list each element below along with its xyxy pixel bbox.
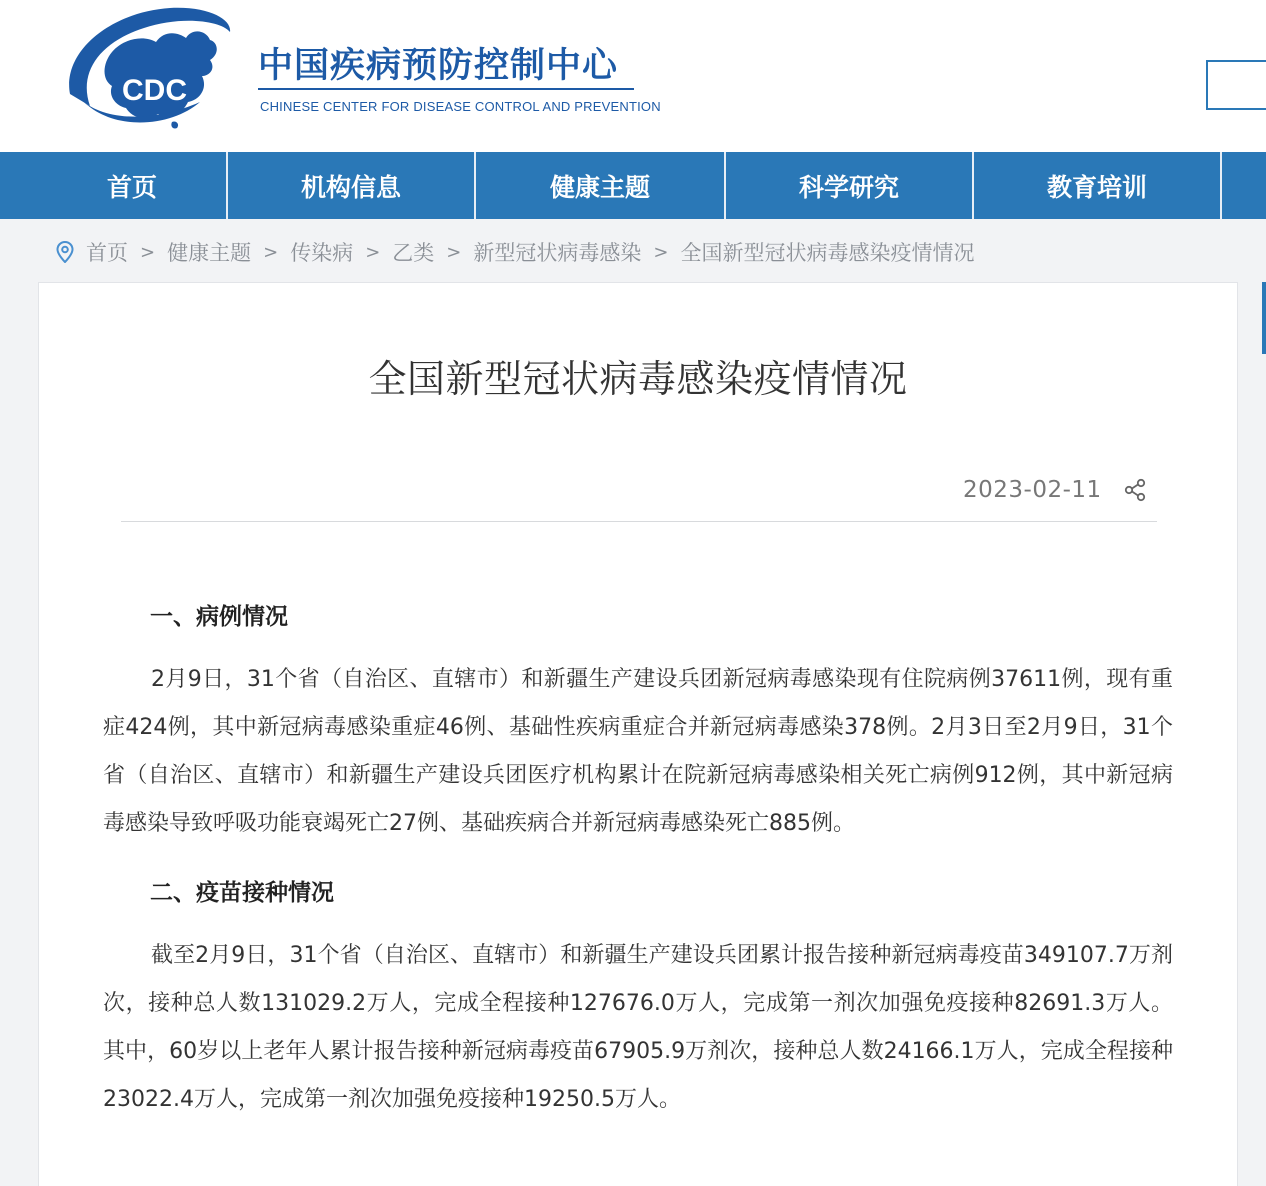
nav-item-label: 健康主题 <box>549 172 650 202</box>
section-paragraph-cases: 2月9日，31个省（自治区、直辖市）和新疆生产建设兵团新冠病毒感染现有住院病例37611例，现有重症424例，其中新冠病毒感染重症46例、基础性疾病重症合并新冠病毒感染378例。2月3日至2月9日，31个省（自治区、直辖市）和新疆生产建设兵团医疗机构累计在院新冠病毒感染相关死亡病例912例，其中新冠病毒感染导致呼吸功能衰竭死亡27例、基础疾病合并新冠病毒感染死亡885例。 <box>103 667 1173 836</box>
nav-item-label: 首页 <box>106 172 157 202</box>
org-name-cn: 中国疾病预防控制中心 <box>258 46 619 86</box>
section-heading-cases: 一、病例情况 <box>150 604 288 630</box>
breadcrumb-separator: > <box>140 241 156 263</box>
logo-mark-text: CDC <box>122 74 187 107</box>
breadcrumb <box>56 234 974 270</box>
breadcrumb-infectious-diseases[interactable]: 传染病 <box>290 241 354 265</box>
nav-item-label: 科学研究 <box>798 172 899 202</box>
section-heading-vaccination: 二、疫苗接种情况 <box>150 880 334 906</box>
breadcrumb-separator: > <box>653 241 669 263</box>
breadcrumb-covid[interactable]: 新型冠状病毒感染 <box>473 241 642 265</box>
share-icon[interactable] <box>1124 478 1146 502</box>
site-header <box>0 0 1266 152</box>
breadcrumb-separator: > <box>446 241 462 263</box>
nav-divider <box>1220 152 1222 219</box>
nav-item-label: 教育培训 <box>1046 172 1147 202</box>
breadcrumb-health-topics[interactable]: 健康主题 <box>167 241 252 265</box>
publish-date: 2023-02-11 <box>963 477 1102 503</box>
search-input[interactable] <box>1206 60 1266 110</box>
nav-item-health-topics[interactable] <box>476 152 724 219</box>
nav-item-organization[interactable] <box>228 152 474 219</box>
location-pin-icon <box>56 241 74 263</box>
main-nav <box>0 152 1266 219</box>
org-name-en: CHINESE CENTER FOR DISEASE CONTROL AND PREVENTION <box>260 99 661 114</box>
nav-item-research[interactable] <box>726 152 972 219</box>
article-meta <box>963 472 1146 508</box>
breadcrumb-home[interactable]: 首页 <box>86 241 128 265</box>
breadcrumb-class-b[interactable]: 乙类 <box>392 241 435 265</box>
nav-item-label: 机构信息 <box>300 172 401 202</box>
article-title: 全国新型冠状病毒感染疫情情况 <box>368 357 908 401</box>
breadcrumb-current: 全国新型冠状病毒感染疫情情况 <box>680 241 975 265</box>
cdc-logo-icon[interactable] <box>60 2 236 144</box>
section-paragraph-vaccination: 截至2月9日，31个省（自治区、直辖市）和新疆生产建设兵团累计报告接种新冠病毒疫苗349107.7万剂次，接种总人数131029.2万人，完成全程接种127676.0万人，完成第一剂次加强免疫接种82691.3万人。其中，60岁以上老年人累计报告接种新冠病毒疫苗67905.9万剂次，接种总人数24166.1万人，完成全程接种23022.4万人，完成第一剂次加强免疫接种19250.5万人。 <box>103 943 1173 1112</box>
side-scroll-indicator[interactable] <box>1262 282 1266 354</box>
nav-item-home[interactable] <box>38 152 226 219</box>
title-divider <box>121 521 1157 522</box>
nav-item-education[interactable] <box>974 152 1220 219</box>
logo-divider <box>258 88 634 90</box>
breadcrumb-separator: > <box>365 241 381 263</box>
breadcrumb-separator: > <box>263 241 279 263</box>
